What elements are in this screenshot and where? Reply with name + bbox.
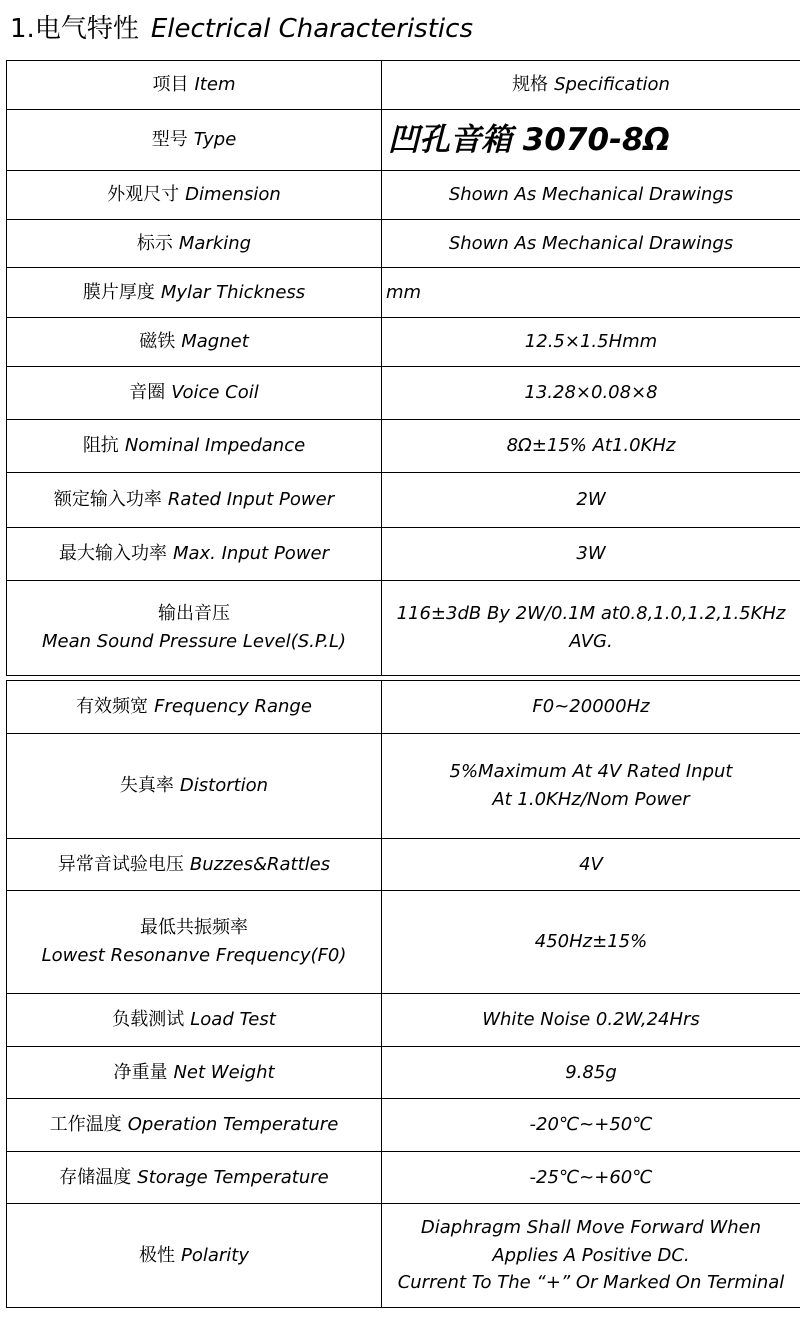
row-value: 12.5×1.5Hmm — [382, 318, 800, 367]
table-row — [7, 681, 800, 734]
row-label: 最大输入功率 Max. Input Power — [7, 528, 382, 581]
row-value: 4V — [382, 839, 800, 891]
table-header-row — [7, 61, 800, 110]
row-label: 有效频宽 Frequency Range — [7, 681, 382, 734]
row-value: White Noise 0.2W,24Hrs — [382, 994, 800, 1047]
row-label: 外观尺寸 Dimension — [7, 171, 382, 220]
row-value: Shown As Mechanical Drawings — [382, 220, 800, 268]
header-item: 项目 Item — [7, 61, 382, 110]
table-row — [7, 1204, 800, 1308]
spec-table-part-1 — [6, 60, 800, 676]
row-value: 116±3dB By 2W/0.1M at0.8,1.0,1.2,1.5KHz AVG. — [382, 581, 800, 676]
row-value: Shown As Mechanical Drawings — [382, 171, 800, 220]
row-value: 3W — [382, 528, 800, 581]
table-row — [7, 581, 800, 676]
row-label: 膜片厚度 Mylar Thickness — [7, 268, 382, 318]
table-row — [7, 171, 800, 220]
row-value: mm — [382, 268, 800, 318]
table-row — [7, 839, 800, 891]
row-label: 异常音试验电压 Buzzes&Rattles — [7, 839, 382, 891]
table-row — [7, 220, 800, 268]
row-value: -25℃~+60℃ — [382, 1152, 800, 1204]
table-row — [7, 994, 800, 1047]
section-title-en: Electrical Characteristics — [150, 14, 473, 44]
row-value: 2W — [382, 473, 800, 528]
row-label: 额定输入功率 Rated Input Power — [7, 473, 382, 528]
table-row — [7, 1047, 800, 1099]
table-row — [7, 1152, 800, 1204]
row-value: 13.28×0.08×8 — [382, 367, 800, 420]
row-label: 阻抗 Nominal Impedance — [7, 420, 382, 473]
row-value: 凹孔音箱 3070-8Ω — [382, 110, 800, 171]
table-row — [7, 734, 800, 839]
table-row — [7, 268, 800, 318]
row-label: 极性 Polarity — [7, 1204, 382, 1308]
table-row — [7, 110, 800, 171]
section-title-zh: 电气特性 — [34, 14, 139, 44]
row-value: F0~20000Hz — [382, 681, 800, 734]
row-value: -20℃~+50℃ — [382, 1099, 800, 1152]
row-label: 磁铁 Magnet — [7, 318, 382, 367]
section-title — [10, 8, 473, 45]
row-label: 输出音压 Mean Sound Pressure Level(S.P.L) — [7, 581, 382, 676]
row-label: 音圈 Voice Coil — [7, 367, 382, 420]
table-row — [7, 473, 800, 528]
table-row — [7, 1099, 800, 1152]
table-row — [7, 367, 800, 420]
row-label: 标示 Marking — [7, 220, 382, 268]
table-row — [7, 528, 800, 581]
table-row — [7, 420, 800, 473]
row-label: 负载测试 Load Test — [7, 994, 382, 1047]
row-label: 失真率 Distortion — [7, 734, 382, 839]
row-value: 5%Maximum At 4V Rated Input At 1.0KHz/Nom Power — [382, 734, 800, 839]
row-label: 存储温度 Storage Temperature — [7, 1152, 382, 1204]
header-spec: 规格 Specification — [382, 61, 800, 110]
row-label: 型号 Type — [7, 110, 382, 171]
row-value: 8Ω±15% At1.0KHz — [382, 420, 800, 473]
row-label: 工作温度 Operation Temperature — [7, 1099, 382, 1152]
row-value: 9.85g — [382, 1047, 800, 1099]
section-number: 1. — [10, 14, 35, 44]
row-value: 450Hz±15% — [382, 891, 800, 994]
table-row — [7, 318, 800, 367]
table-row — [7, 891, 800, 994]
row-value: Diaphragm Shall Move Forward When Applies A Positive DC. Current To The “+” Or Marked On Terminal — [382, 1204, 800, 1308]
row-label: 最低共振频率 Lowest Resonanve Frequency(F0) — [7, 891, 382, 994]
row-label: 净重量 Net Weight — [7, 1047, 382, 1099]
spec-table-part-2 — [6, 680, 800, 1308]
